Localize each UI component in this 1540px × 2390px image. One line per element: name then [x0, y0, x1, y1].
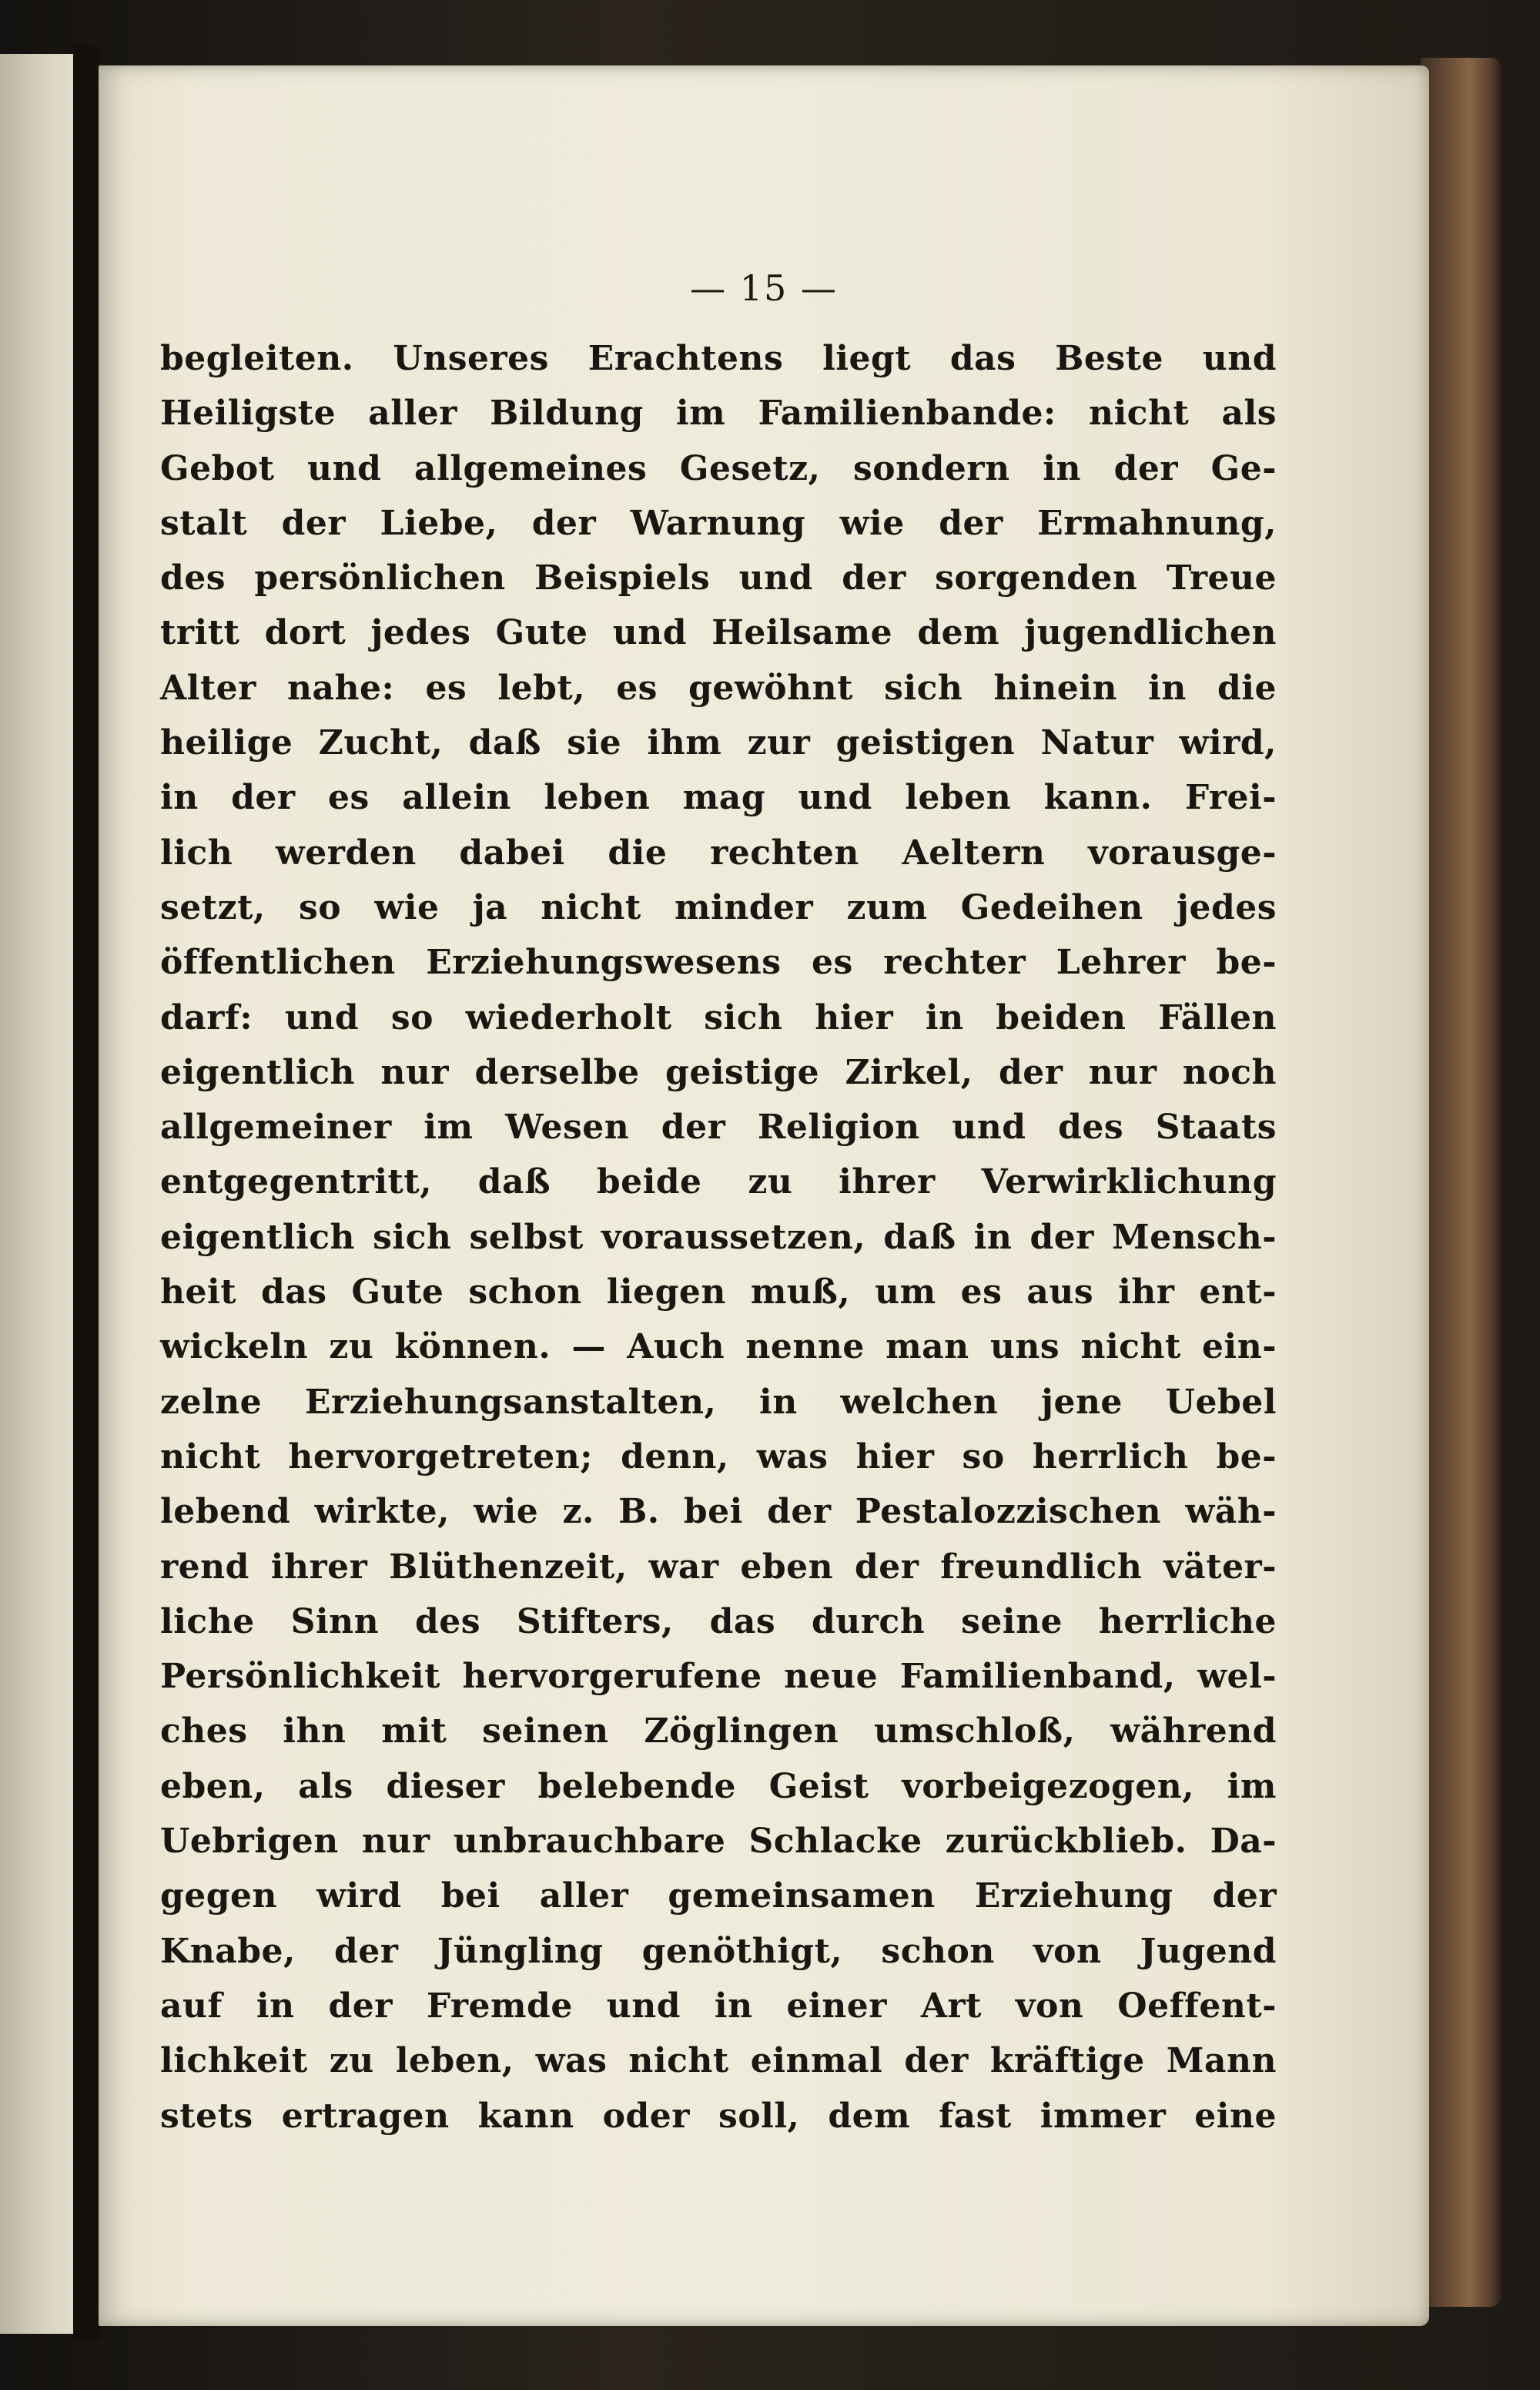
- left-page-edge: [0, 54, 78, 2334]
- text-line: lebend wirkte, wie z. B. bei der Pestalozzischen wäh-: [160, 1492, 1277, 1532]
- text-line: stalt der Liebe, der Warnung wie der Ermahnung,: [160, 503, 1277, 543]
- text-line: Alter nahe: es lebt, es gewöhnt sich hinein in die: [160, 668, 1277, 708]
- text-line: eigentlich nur derselbe geistige Zirkel, der nur noch: [160, 1052, 1277, 1092]
- page-number: — 15 —: [690, 267, 838, 309]
- text-line: Heiligste aller Bildung im Familienbande: nicht als: [160, 394, 1277, 434]
- text-line: eigentlich sich selbst voraussetzen, daß in der Mensch-: [160, 1217, 1277, 1257]
- text-line: setzt, so wie ja nicht minder zum Gedeihen jedes: [160, 887, 1277, 927]
- text-line: heit das Gute schon liegen muß, um es aus ihr ent-: [160, 1272, 1277, 1312]
- text-line: stets ertragen kann oder soll, dem fast immer eine: [160, 2096, 1277, 2136]
- body-text: [160, 331, 1277, 2144]
- text-line: Persönlichkeit hervorgerufene neue Familienband, wel-: [160, 1657, 1277, 1697]
- text-line: darf: und so wiederholt sich hier in beiden Fällen: [160, 997, 1277, 1037]
- text-line: rend ihrer Blüthenzeit, war eben der freundlich väter-: [160, 1547, 1277, 1587]
- text-line: öffentlichen Erziehungswesens es rechter Lehrer be-: [160, 943, 1277, 983]
- text-line: in der es allein leben mag und leben kann. Frei-: [160, 778, 1277, 818]
- book-cover-edge: [1421, 58, 1502, 2307]
- text-line: liche Sinn des Stifters, das durch seine herrliche: [160, 1601, 1277, 1641]
- text-line: lichkeit zu leben, was nicht einmal der kräftige Mann: [160, 2041, 1277, 2081]
- text-line: des persönlichen Beispiels und der sorgenden Treue: [160, 558, 1277, 598]
- text-line: Uebrigen nur unbrauchbare Schlacke zurückblieb. Da-: [160, 1822, 1277, 1862]
- text-line: entgegentritt, daß beide zu ihrer Verwirklichung: [160, 1162, 1277, 1202]
- text-line: ches ihn mit seinen Zöglingen umschloß, während: [160, 1711, 1277, 1751]
- text-line: begleiten. Unseres Erachtens liegt das Beste und: [160, 339, 1277, 378]
- text-line: auf in der Fremde und in einer Art von Oeffent-: [160, 1986, 1277, 2026]
- text-line: gegen wird bei aller gemeinsamen Erziehung der: [160, 1876, 1277, 1916]
- text-line: lich werden dabei die rechten Aeltern vorausge-: [160, 833, 1277, 873]
- text-line: zelne Erziehungsanstalten, in welchen jene Uebel: [160, 1382, 1277, 1422]
- text-line: eben, als dieser belebende Geist vorbeigezogen, im: [160, 1766, 1277, 1806]
- text-line: Gebot und allgemeines Gesetz, sondern in der Ge-: [160, 448, 1277, 488]
- book-page: [99, 65, 1429, 2326]
- text-line: nicht hervorgetreten; denn, was hier so herrlich be-: [160, 1436, 1277, 1477]
- text-line: heilige Zucht, daß sie ihm zur geistigen Natur wird,: [160, 723, 1277, 763]
- text-line: allgemeiner im Wesen der Religion und des Staats: [160, 1108, 1277, 1148]
- text-line: Knabe, der Jüngling genöthigt, schon von Jugend: [160, 1931, 1277, 1971]
- text-line: wickeln zu können. — Auch nenne man uns nicht ein-: [160, 1327, 1277, 1367]
- text-line: tritt dort jedes Gute und Heilsame dem jugendlichen: [160, 613, 1277, 653]
- book-spine-gutter: [73, 46, 100, 2341]
